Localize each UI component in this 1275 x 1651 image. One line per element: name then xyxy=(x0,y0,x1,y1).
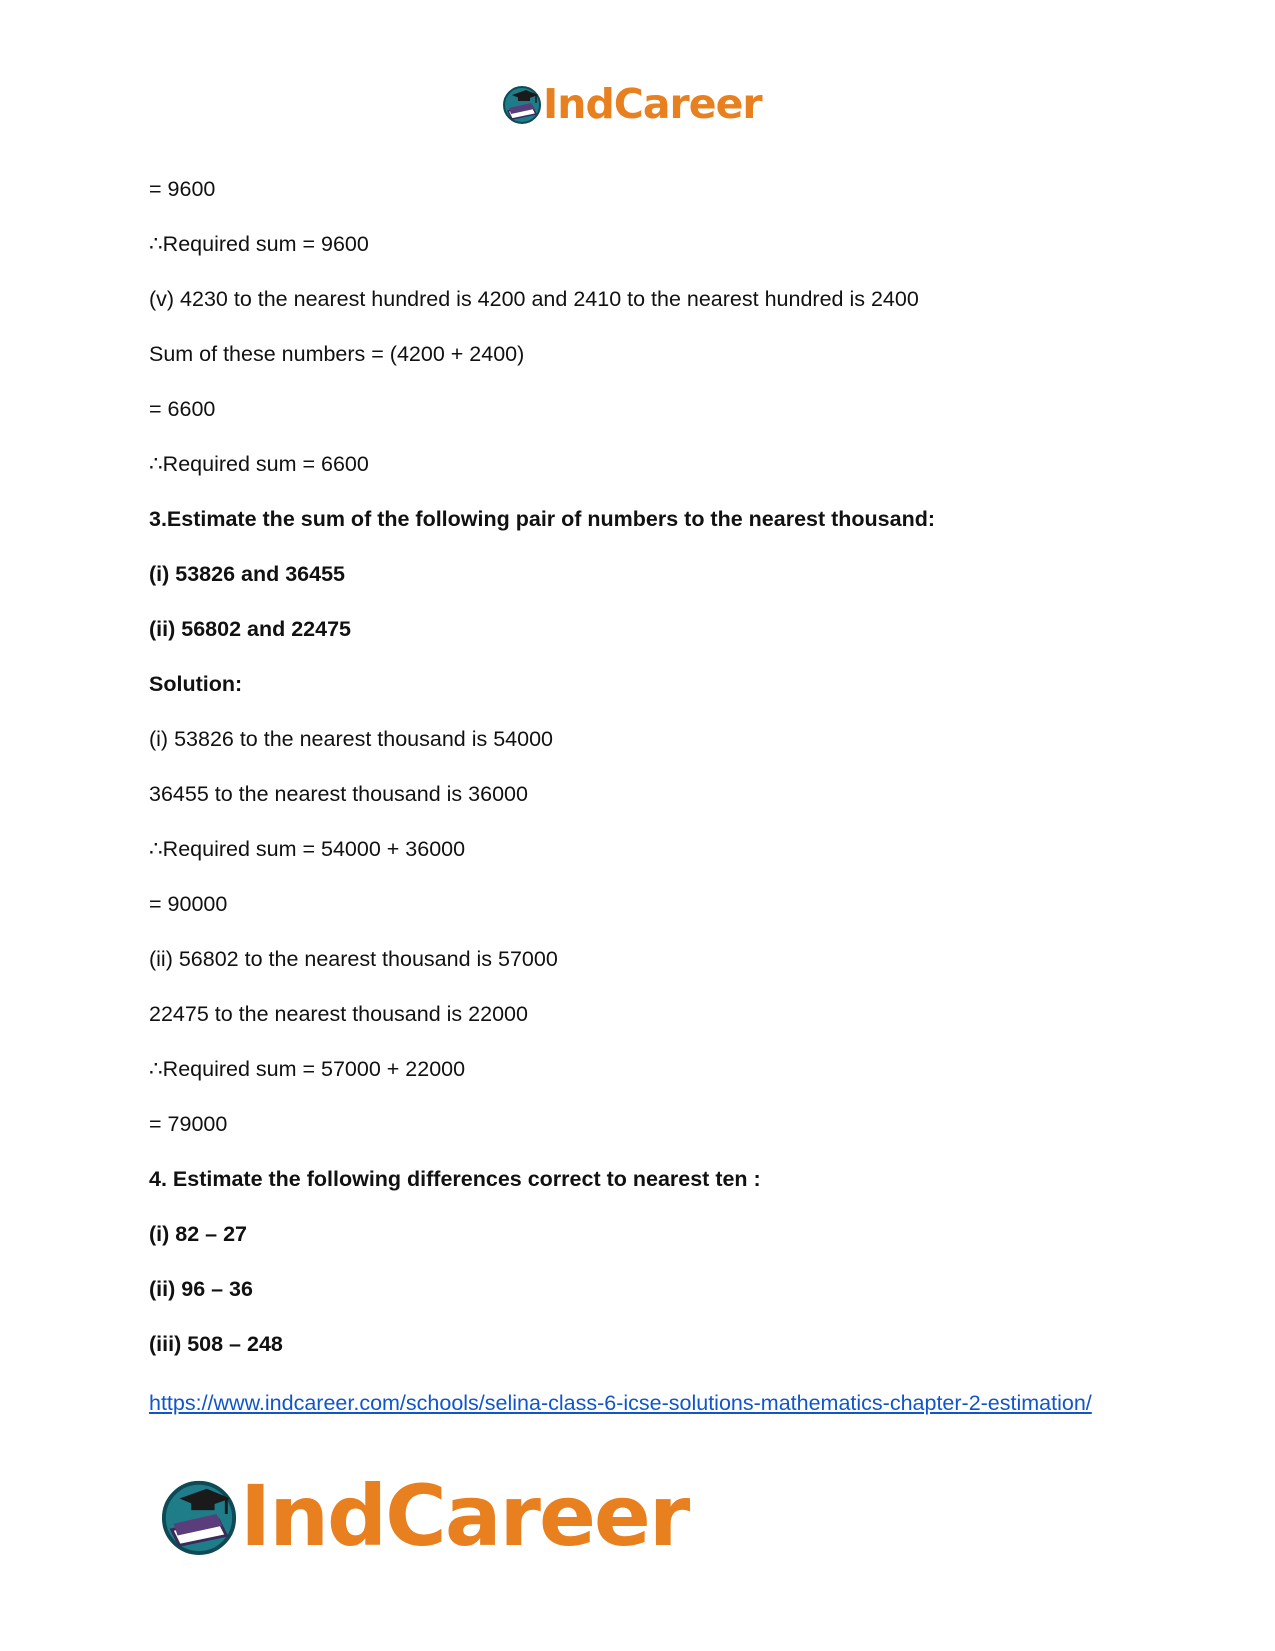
solution-line: ∴Required sum = 57000 + 22000 xyxy=(149,1057,466,1081)
solution-line: (i) 53826 to the nearest thousand is 54000 xyxy=(149,727,554,751)
question-line: (iii) 508 – 248 xyxy=(149,1332,283,1356)
question-line: 3.Estimate the sum of the following pair of numbers to the nearest thousand: xyxy=(149,507,936,531)
question-line: (ii) 96 – 36 xyxy=(149,1277,253,1301)
question-line: 4. Estimate the following differences correct to nearest ten : xyxy=(149,1167,761,1191)
question-line: (i) 53826 and 36455 xyxy=(149,562,346,586)
solution-line: = 79000 xyxy=(149,1112,228,1136)
solution-line: 36455 to the nearest thousand is 36000 xyxy=(149,782,528,806)
logo-wordmark: IndCareer xyxy=(240,1467,689,1565)
solution-line: = 9600 xyxy=(149,177,216,201)
question-line: (ii) 56802 and 22475 xyxy=(149,617,351,641)
solution-line: (ii) 56802 to the nearest thousand is 57000 xyxy=(149,947,558,971)
question-line: Solution: xyxy=(149,672,243,696)
solution-line: ∴Required sum = 9600 xyxy=(149,232,369,256)
question-line: (i) 82 – 27 xyxy=(149,1222,247,1246)
document-body xyxy=(149,176,1139,1386)
solution-line: (v) 4230 to the nearest hundred is 4200 and 2410 to the nearest hundred is 2400 xyxy=(149,287,919,311)
header-logo xyxy=(502,78,762,130)
solution-line: ∴Required sum = 6600 xyxy=(149,452,369,476)
logo-wordmark: IndCareer xyxy=(543,79,762,128)
graduation-cap-globe-books-icon xyxy=(160,1477,238,1555)
solution-line: ∴Required sum = 54000 + 36000 xyxy=(149,837,466,861)
solution-line: = 90000 xyxy=(149,892,228,916)
solution-line: = 6600 xyxy=(149,397,216,421)
source-link[interactable]: https://www.indcareer.com/schools/selina-class-6-icse-solutions-mathematics-chapter-2-estimation/ xyxy=(149,1391,1092,1415)
graduation-cap-globe-books-icon xyxy=(502,84,542,124)
footer-logo xyxy=(160,1466,688,1566)
solution-line: Sum of these numbers = (4200 + 2400) xyxy=(149,342,525,366)
solution-line: 22475 to the nearest thousand is 22000 xyxy=(149,1002,528,1026)
